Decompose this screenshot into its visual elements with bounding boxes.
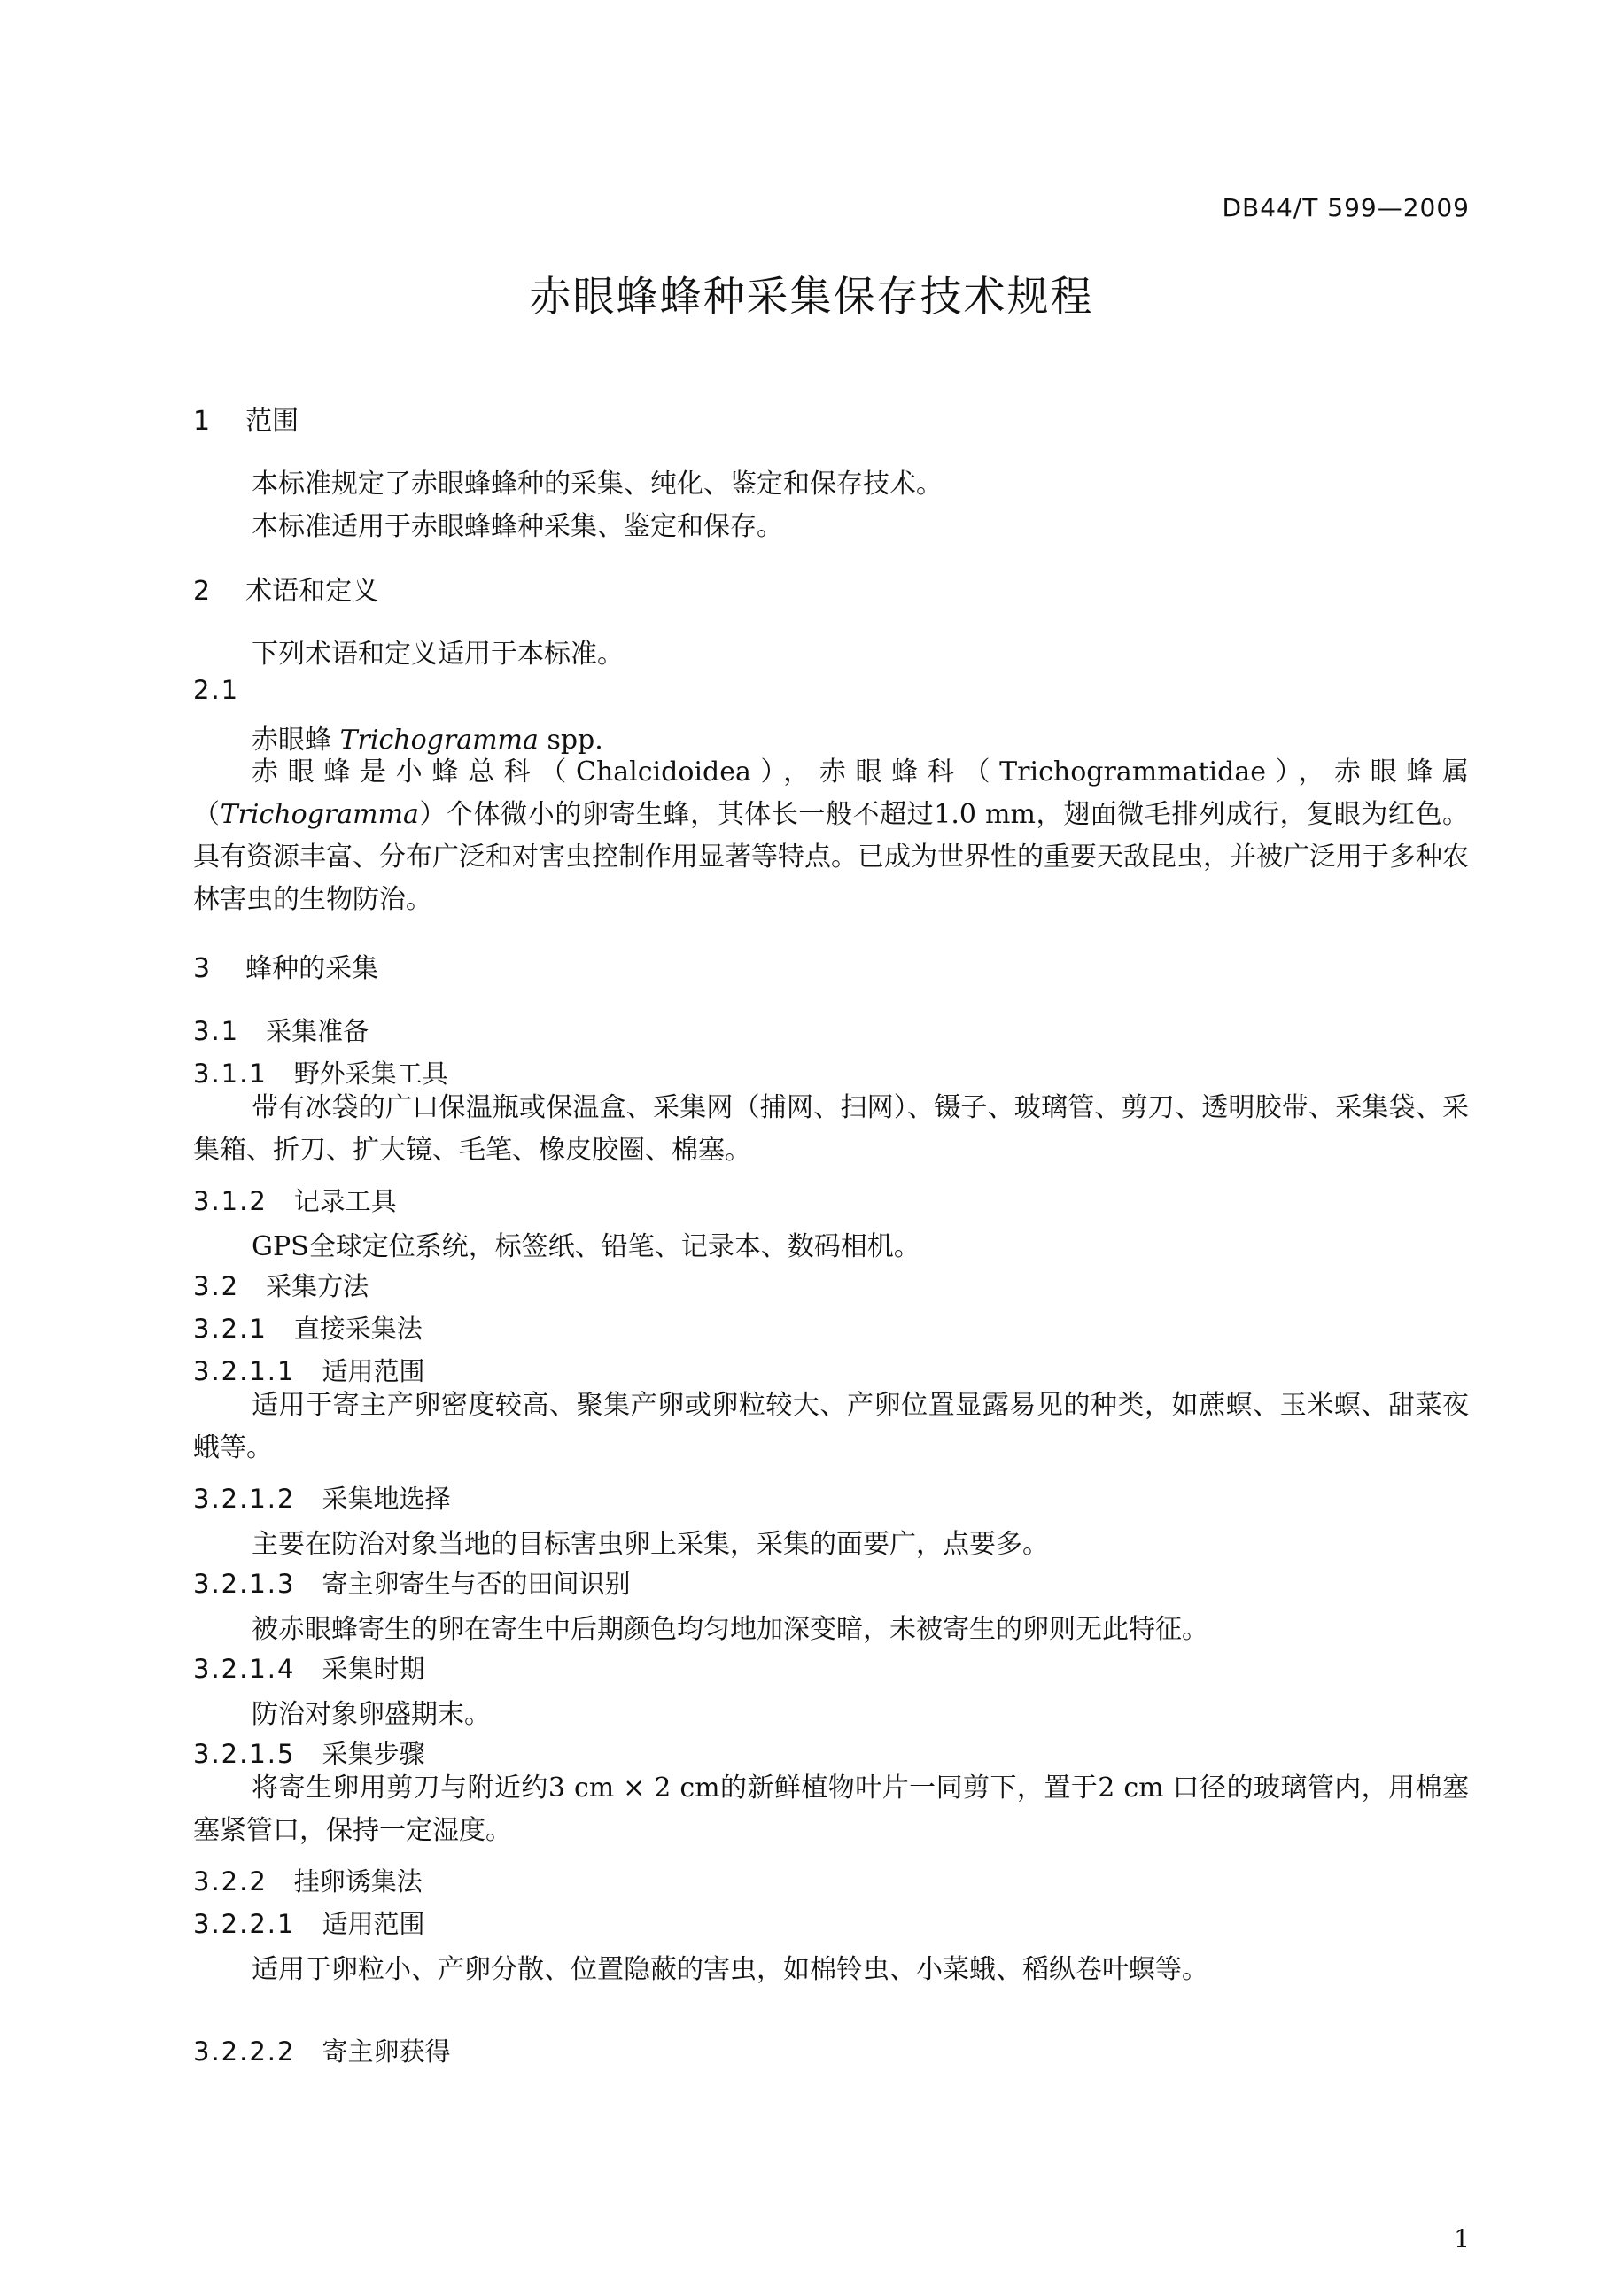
clause-3-2-1-5-text: 将寄生卵用剪刀与附近约3 cm × 2 cm的新鲜植物叶片一同剪下，置于2 cm 口径的玻璃管内，用棉塞塞紧管口，保持一定湿度。: [193, 1772, 1469, 1846]
clause-3-2-2-1-heading: 3.2.2.1 适用范围: [193, 1909, 425, 1939]
clause-3-1-1-text: 带有冰袋的广口保温瓶或保温盒、采集网（捕网、扫网）、镊子、玻璃管、剪刀、透明胶带、采集袋、采集箱、折刀、扩大镜、毛笔、橡皮胶圈、棉塞。: [193, 1092, 1469, 1166]
clause-3-2-1-heading: 3.2.1 直接采集法: [193, 1314, 423, 1344]
clause-2-1-number: 2.1: [193, 675, 240, 705]
clause-3-1-2-text: GPS全球定位系统，标签纸、铅笔、记录本、数码相机。: [252, 1231, 920, 1262]
clause-3-2-heading: 3.2 采集方法: [193, 1271, 369, 1301]
section-number: 2: [193, 576, 213, 607]
clause-3-1-2-heading: 3.1.2 记录工具: [193, 1186, 397, 1216]
document-title: 赤眼蜂蜂种采集保存技术规程: [529, 273, 1094, 322]
term-latin-suffix: spp.: [547, 725, 603, 756]
term-definition: 赤眼蜂是小蜂总科（Chalcidoidea），赤眼蜂科（Trichogrammatidae），赤眼蜂属（Trichogramma）个体微小的卵寄生蜂，其体长一般不超过1.0 mm，翅面微毛排列成行，复眼为红色。具有资源丰富、分布广泛和对害虫控制作用显著等特点。已成为世界性的重要天敌昆虫，并被广泛用于多种农林害虫的生物防治。: [193, 756, 1470, 915]
term-latin-name: Trichogramma: [339, 725, 539, 756]
clause-3-2-1-4-heading: 3.2.1.4 采集时期: [193, 1654, 425, 1684]
term-name: 赤眼蜂: [252, 725, 331, 756]
section-3-heading: 3 蜂种的采集: [193, 953, 379, 984]
clause-3-2-2-heading: 3.2.2 挂卵诱集法: [193, 1866, 423, 1897]
clause-3-2-1-1-text: 适用于寄主产卵密度较高、聚集产卵或卵粒较大、产卵位置显露易见的种类，如蔗螟、玉米螟、甜菜夜蛾等。: [193, 1390, 1469, 1463]
section-number: 1: [193, 406, 213, 437]
section-2-heading: [193, 569, 378, 608]
clause-3-2-1-4-text: 防治对象卵盛期末。: [252, 1699, 491, 1730]
clause-3-2-2-2-heading: 3.2.2.2 寄主卵获得: [193, 2036, 451, 2067]
clause-3-2-1-5-heading: 3.2.1.5 采集步骤: [193, 1739, 425, 1769]
section-1-paragraph-1: 本标准规定了赤眼蜂蜂种的采集、纯化、鉴定和保存技术。: [252, 469, 943, 500]
standard-code: DB44/T 599—2009: [1222, 193, 1470, 222]
clause-3-1-1-heading: 3.1.1 野外采集工具: [193, 1059, 448, 1089]
section-1-paragraph-2: 本标准适用于赤眼蜂蜂种采集、鉴定和保存。: [252, 511, 783, 542]
page-number: 1: [1454, 2224, 1470, 2253]
clause-3-2-2-1-text: 适用于卵粒小、产卵分散、位置隐蔽的害虫，如棉铃虫、小菜蛾、稻纵卷叶螟等。: [252, 1954, 1208, 1985]
clause-3-2-1-3-text: 被赤眼蜂寄生的卵在寄生中后期颜色均匀地加深变暗，未被寄生的卵则无此特征。: [252, 1614, 1208, 1645]
section-1-heading: [193, 399, 299, 438]
clause-3-1-heading: 3.1 采集准备: [193, 1016, 369, 1046]
clause-3-2-1-3-heading: 3.2.1.3 寄主卵寄生与否的田间识别: [193, 1569, 631, 1599]
section-title: 范围: [245, 406, 299, 437]
clause-3-2-1-1-heading: 3.2.1.1 适用范围: [193, 1356, 425, 1386]
section-title: 术语和定义: [245, 576, 379, 607]
clause-3-2-1-2-text: 主要在防治对象当地的目标害虫卵上采集，采集的面要广，点要多。: [252, 1529, 1049, 1560]
clause-3-2-1-2-heading: 3.2.1.2 采集地选择: [193, 1484, 451, 1514]
section-2-intro: 下列术语和定义适用于本标准。: [252, 639, 624, 670]
